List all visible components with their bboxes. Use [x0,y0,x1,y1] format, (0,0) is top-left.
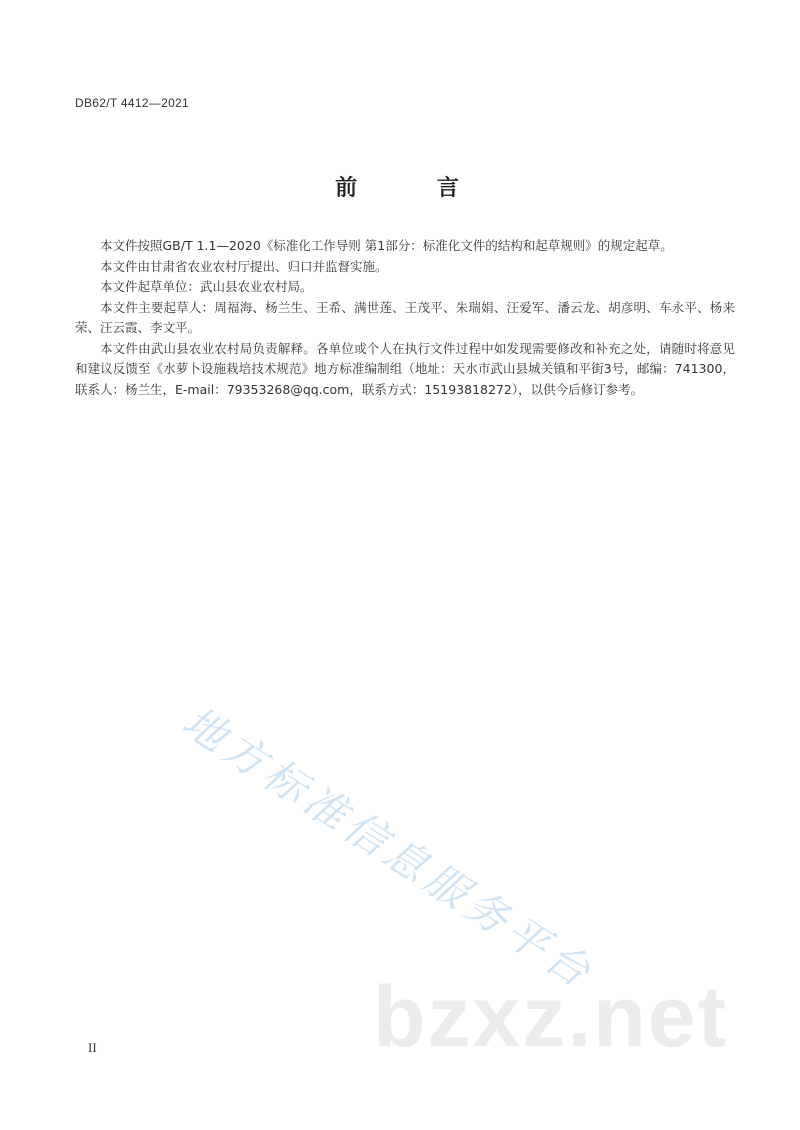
foreword-paragraph-interpretation: 本文件由武山县农业农村局负责解释。各单位或个人在执行文件过程中如发现需要修改和补充之处，请随时将意见和建议反馈至《水萝卜设施栽培技术规范》地方标准编制组（地址：天水市武山县城关镇和平街3号，邮编：741300，联系人：杨兰生，E-mail：79353268@qq.com，联系方式：15193818272），以供今后修订参考。 [75,340,735,397]
foreword-paragraph-drafters: 本文件主要起草人：周福海、杨兰生、王希、满世莲、王茂平、朱瑞娟、汪爱军、潘云龙、胡彦明、车永平、杨来荣、汪云霞、李文平。 [75,299,735,335]
page-number: II [88,1040,97,1055]
foreword-body [75,236,735,400]
foreword-paragraph-drafting-rules: 本文件按照GB/T 1.1—2020《标准化工作导则 第1部分：标准化文件的结构和起草规则》的规定起草。 [100,238,673,253]
foreword-paragraph-proposer: 本文件由甘肃省农业农村厅提出、归口并监督实施。 [100,258,388,274]
document-code: DB62/T 4412—2021 [75,96,189,110]
watermark-platform-name: 地方标准信息服务平台 [173,696,604,1000]
watermark-site-logo: bzxz.net [373,969,729,1065]
foreword-title: 前 言 [335,176,495,201]
foreword-paragraph-drafting-unit: 本文件起草单位：武山县农业农村局。 [100,279,313,294]
